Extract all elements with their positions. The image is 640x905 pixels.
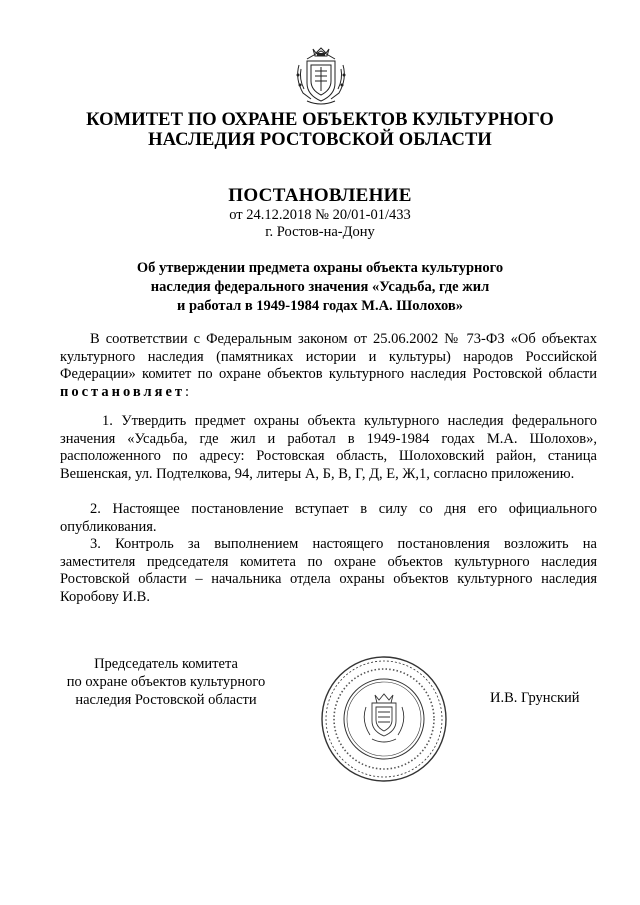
item-1-paragraph: 1. Утвердить предмет охраны объекта культурного наследия федерального значения «Усадьба, где жил и работал в 1949-1984 годах М.А. Шолохов», расположенного по адресу: Ростовская область, Шолоховский район, станица Вешенская, ул. Подтелкова, 94, литеры А, Б, В, Г, Д, Е, Ж,1, согласно приложению. [60, 413, 597, 482]
item-2-paragraph: 2. Настоящее постановление вступает в силу со дня его официального опубликования. [60, 501, 597, 535]
intro-paragraph [60, 331, 597, 401]
document-type: ПОСТАНОВЛЕНИЕ [228, 185, 412, 206]
resolves-keyword: постановляет [60, 383, 186, 400]
document-date-number: от 24.12.2018 № 20/01-01/433 [229, 207, 411, 223]
organization-name-line2: НАСЛЕДИЯ РОСТОВСКОЙ ОБЛАСТИ [148, 130, 492, 150]
subject-line2: наследия федерального значения «Усадьба, где жил [150, 279, 490, 295]
coat-of-arms-icon [293, 45, 349, 107]
intro-text: В соответствии с Федеральным законом от 25.06.2002 № 73-ФЗ «Об объектах культурного наследия (памятниках истории и культуры) народов Российской Федерации» комитет по охране объектов культурного наследия Ростовской области [60, 331, 597, 382]
signatory-title [50, 655, 282, 709]
subject-line1: Об утверждении предмета охраны объекта культурного [136, 260, 504, 276]
signatory-title-line2: по охране объектов культурного [66, 674, 266, 690]
official-seal-icon [320, 655, 448, 783]
document-subject [100, 259, 540, 316]
signatory-title-line1: Председатель комитета [94, 656, 238, 672]
intro-colon: : [185, 383, 190, 400]
subject-line3: и работал в 1949-1984 годах М.А. Шолохов» [177, 298, 463, 314]
item-3-paragraph: 3. Контроль за выполнением настоящего постановления возложить на заместителя председателя комитета по охране объектов культурного наследия Ростовской области – начальника отдела охраны объектов культурного наследия Коробову И.В. [60, 536, 597, 605]
signatory-name: И.В. Грунский [490, 690, 580, 706]
organization-name-line1: КОМИТЕТ ПО ОХРАНЕ ОБЪЕКТОВ КУЛЬТУРНОГО [86, 110, 554, 130]
signatory-title-line3: наследия Ростовской области [75, 692, 257, 708]
document-city: г. Ростов-на-Дону [265, 224, 375, 240]
